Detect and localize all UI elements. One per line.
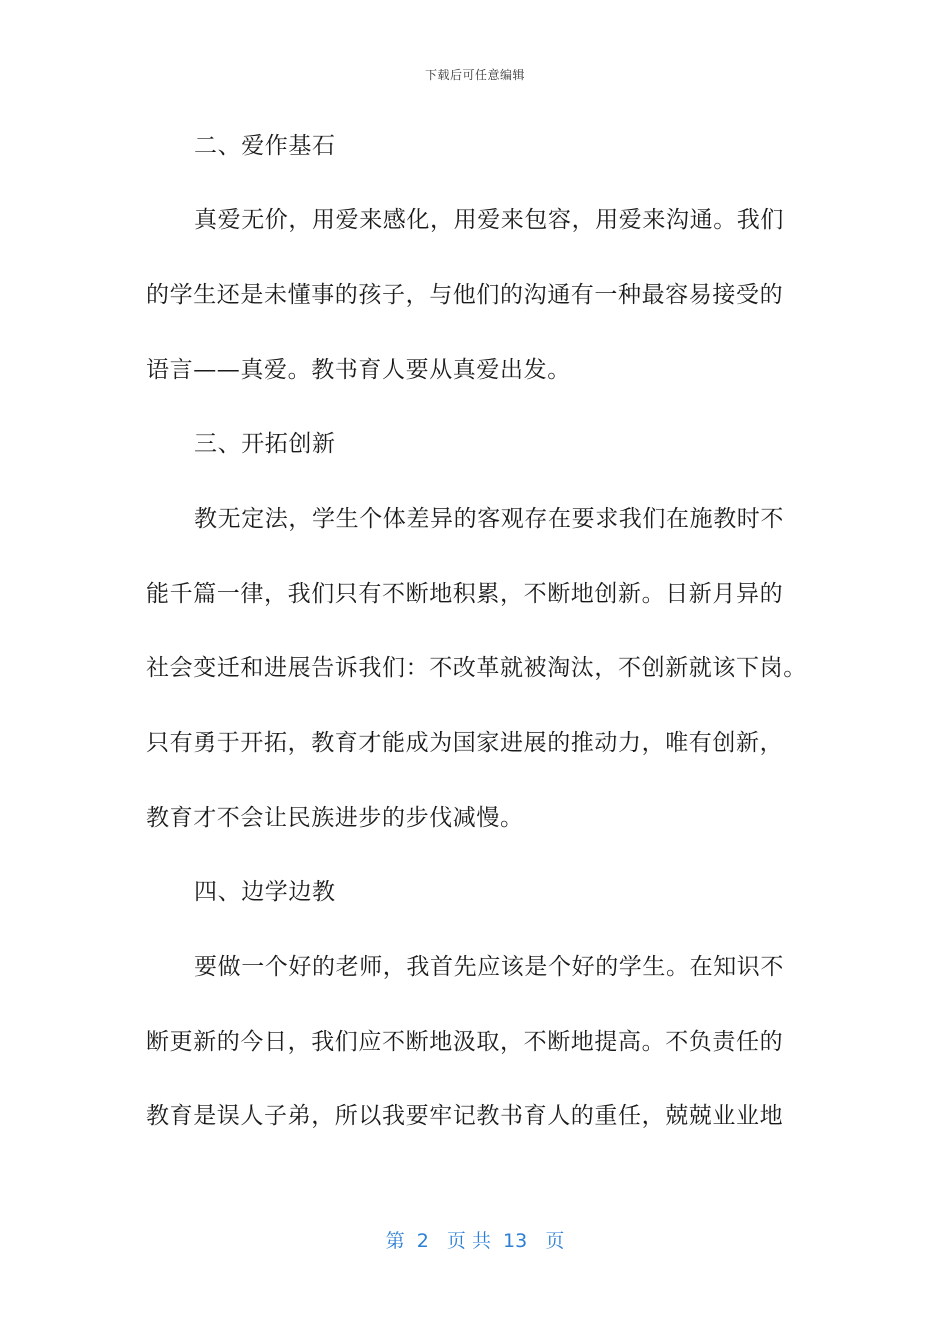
paragraph-line: 要做一个好的老师，我首先应该是个好的学生。在知识不 — [194, 954, 784, 980]
paragraph-line: 教育是误人子弟，所以我要牢记教书育人的重任，兢兢业业地 — [146, 1103, 784, 1129]
section-heading-innovation: 三、开拓创新 — [194, 431, 336, 457]
paragraph-line: 社会变迁和进展告诉我们：不改革就被淘汰，不创新就该下岗。 — [146, 655, 807, 681]
paragraph-line: 语言——真爱。教书育人要从真爱出发。 — [146, 357, 571, 383]
paragraph-line: 教无定法，学生个体差异的客观存在要求我们在施教时不 — [194, 506, 784, 532]
header-note: 下载后可任意编辑 — [424, 68, 525, 82]
paragraph-line: 真爱无价，用爱来感化，用爱来包容，用爱来沟通。我们 — [194, 207, 784, 233]
paragraph-line: 只有勇于开拓，教育才能成为国家进展的推动力，唯有创新， — [146, 730, 784, 756]
section-heading-love: 二、爱作基石 — [194, 133, 336, 159]
paragraph-line: 能千篇一律，我们只有不断地积累，不断地创新。日新月异的 — [146, 581, 784, 607]
paragraph-line: 断更新的今日，我们应不断地汲取，不断地提高。不负责任的 — [146, 1029, 784, 1055]
paragraph-line: 的学生还是未懂事的孩子，与他们的沟通有一种最容易接受的 — [146, 282, 784, 308]
section-heading-learning: 四、边学边教 — [194, 879, 336, 905]
page-number-footer: 第 2 页 共 13 页 — [385, 1230, 565, 1252]
paragraph-line: 教育才不会让民族进步的步伐减慢。 — [146, 805, 524, 831]
